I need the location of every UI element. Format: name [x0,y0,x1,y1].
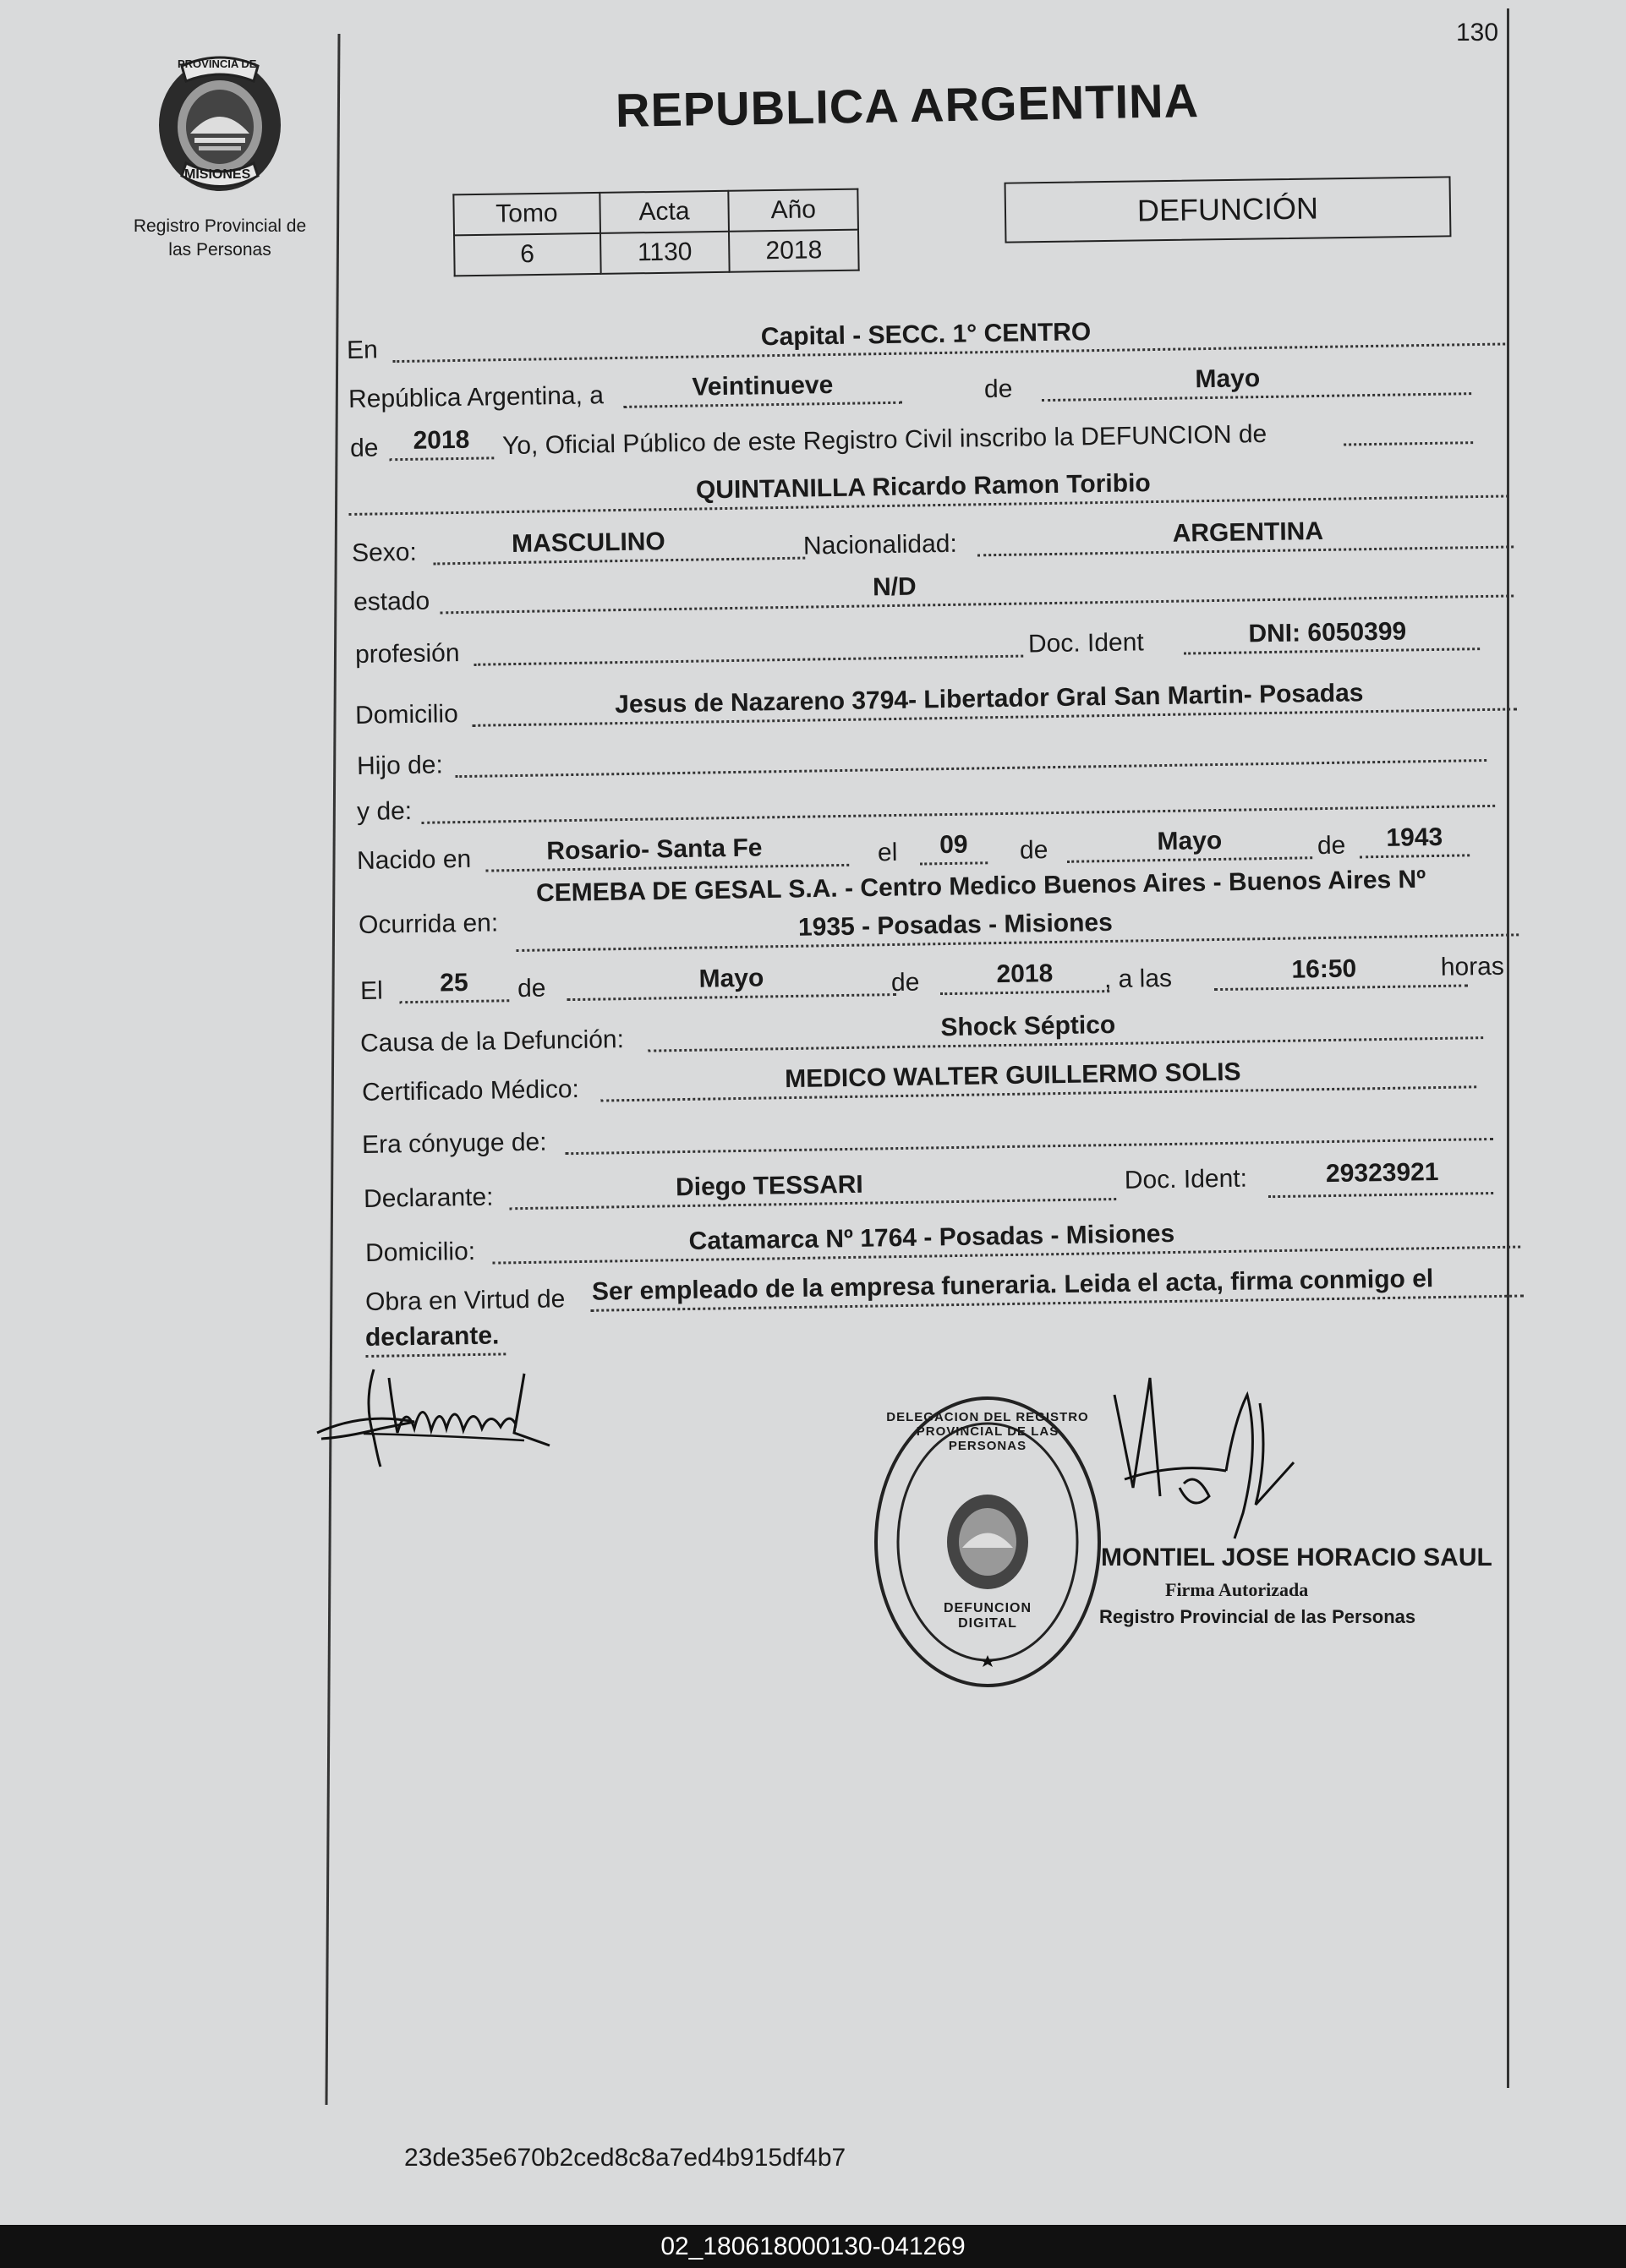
decl-dom-label: Domicilio: [364,1237,476,1267]
official-signature [1099,1369,1311,1555]
acta-value-tomo: 6 [454,233,600,276]
death-de1: de [517,974,546,1003]
row-fecha-defuncion [360,949,1511,1006]
conyuge-dots [565,1138,1493,1155]
obra-value-line1: Ser empleado de la empresa funeraria. Leida el acta, firma conmigo el [591,1265,1434,1306]
row-nombre [348,460,1513,517]
footer-id: 02_180618000130-041269 [660,2232,966,2260]
row-fecha [348,358,1474,414]
alas-label: , a las [1103,964,1173,994]
nacionalidad-label: Nacionalidad: [802,529,958,560]
record-type-box: DEFUNCIÓN [1005,176,1452,243]
decl-doc-label: Doc. Ident: [1124,1164,1248,1194]
registry-caption-line1: Registro Provincial de [133,216,307,236]
row-obra [365,1260,1525,1317]
ocurrida-line2: 1935 - Posadas - Misiones [797,908,1114,942]
birth-month: Mayo [1157,826,1223,856]
death-year-dots [940,990,1109,995]
acta-value-anio: 2018 [729,230,858,272]
estado-label: estado [353,587,430,616]
declarante-value: Diego TESSARI [675,1170,863,1202]
row-estado [353,560,1518,617]
de-label: de [983,374,1013,404]
sexo-value: MASCULINO [511,527,666,559]
birth-year-dots [1360,854,1470,858]
decl-doc-value: 29323921 [1325,1158,1439,1189]
official-name: MONTIEL JOSE HORACIO SAUL [1101,1544,1492,1571]
registry-caption-line2: las Personas [168,240,271,260]
year-value: 2018 [413,425,470,455]
acta-header-anio: Año [729,189,858,232]
cert-value: MEDICO WALTER GUILLERMO SOLIS [784,1057,1241,1094]
death-day-dots [399,999,509,1003]
inscribo-dots [1344,441,1473,445]
month-value: Mayo [1195,364,1261,394]
ocurrida-label: Ocurrida en: [358,909,499,939]
official-role: Firma Autorizada [1165,1579,1309,1600]
obra-value-line2: declarante. [364,1321,500,1352]
row-conyuge [362,1103,1496,1160]
nacido-value: Rosario- Santa Fe [546,833,763,866]
stamp-inner-text: DEFUNCION DIGITAL [943,1601,1032,1631]
republica-label: República Argentina, a [348,381,605,413]
row-profesion [355,613,1481,669]
page-title: REPUBLICA ARGENTINA [615,73,1200,138]
document-hash: 23de35e670b2ced8c8a7ed4b915df4b7 [404,2144,846,2172]
acta-table [452,189,859,277]
conyuge-label: Era cónyuge de: [361,1128,547,1159]
row-declarante [364,1157,1497,1214]
left-margin-line [326,34,341,2105]
causa-label: Causa de la Defunción: [359,1025,625,1057]
day-value: Veintinueve [692,370,834,402]
year-dots [389,456,494,461]
acta-header-tomo: Tomo [453,193,599,235]
estado-value: N/D [872,572,917,602]
row-yde [357,770,1499,827]
estado-dots [440,594,1514,614]
profesion-dots [474,655,1023,666]
death-time-dots [1214,984,1468,991]
death-day: 25 [440,968,468,997]
declarante-label: Declarante: [363,1183,494,1213]
nacionalidad-value: ARGENTINA [1172,516,1324,548]
en-label: En [346,336,379,364]
acta-value-acta: 1130 [600,232,730,274]
sexo-label: Sexo: [351,538,418,567]
decl-doc-dots [1268,1192,1493,1198]
domicilio-label: Domicilio [354,700,459,730]
row-en [347,308,1509,365]
page-number: 130 [1456,19,1499,46]
doc-value: DNI: 6050399 [1248,617,1407,648]
row-decl-domicilio [365,1211,1525,1268]
year-label: de [349,434,379,462]
footer-bar [0,2225,1626,2268]
row-sexo [352,511,1516,568]
birth-day-dots [920,861,988,865]
row-certificado [362,1051,1479,1107]
en-value: Capital - SECC. 1° CENTRO [760,318,1092,352]
causa-value: Shock Séptico [940,1010,1116,1042]
hijo-label: Hijo de: [356,751,444,780]
birth-de1: de [1019,836,1048,865]
cert-label: Certificado Médico: [361,1074,580,1107]
el-label: el [877,838,898,867]
emblem-bottom-text: MISIONES [184,167,251,182]
yde-label: y de: [356,796,413,826]
decl-dom-value: Catamarca Nº 1764 - Posadas - Misiones [688,1219,1175,1255]
profesion-label: profesión [354,639,460,669]
declarant-signature [313,1353,558,1471]
doc-label: Doc. Ident [1027,628,1144,659]
row-domicilio [355,673,1519,730]
registry-caption [118,215,321,262]
name-value: QUINTANILLA Ricardo Ramon Toribio [695,469,1151,505]
birth-day: 09 [939,830,968,860]
death-year: 2018 [996,959,1054,989]
death-de2: de [890,968,920,997]
inscribo-text: Yo, Oficial Público de este Registro Civil inscribo la DEFUNCION de [501,419,1267,461]
nacido-label: Nacido en [356,844,472,875]
emblem-top-text: PROVINCIA DE [178,57,257,70]
row-anio [350,407,1475,463]
death-time: 16:50 [1291,954,1357,984]
acta-header-acta: Acta [599,191,729,233]
official-org: Registro Provincial de las Personas [1099,1606,1416,1627]
stamp-ring-text: DELEGACION DEL REGISTRO PROVINCIAL DE LAS PERSONAS [886,1410,1089,1453]
obra-label: Obra en Virtud de [364,1285,566,1316]
domicilio-value: Jesus de Nazareno 3794- Libertador Gral San Martin- Posadas [615,679,1364,719]
row-causa [360,1002,1486,1058]
birth-de2: de [1317,831,1346,861]
death-el-label: El [359,976,384,1005]
birth-year: 1943 [1386,822,1443,852]
death-month: Mayo [698,964,764,993]
birth-month-dots [1067,856,1312,863]
ocurrida-line1: CEMEBA DE GESAL S.A. - Centro Medico Buenos Aires - Buenos Aires Nº [535,865,1426,908]
horas-label: horas [1440,952,1505,981]
